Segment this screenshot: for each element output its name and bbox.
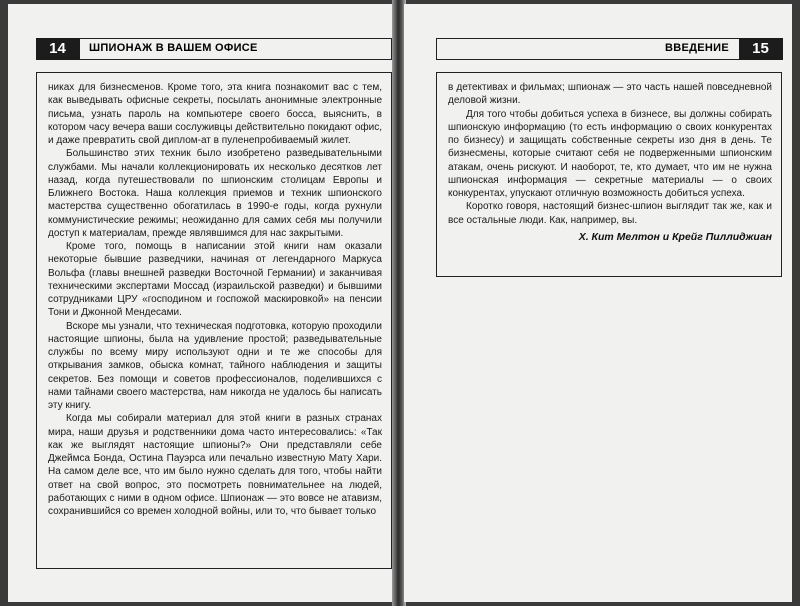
paragraph: Когда мы собирали материал для этой книги в разных странах мира, наши друзья и родственники дома часто интересовались: «Так как же выглядят настоящие шпионы?» Они представляли себе Джеймса Бонда, Остина Пауэрса или печально известную Мату Хари. На самом деле все, что им было нужно сделать для того, чтобы найти ответ на свой вопрос, это посмотреть повнимательнее на людей, работающих с ними в одном офисе. Шпионаж — это вовсе не атавизм, сохранившийся со времен холодной войны, или то, что бывает только xyxy=(48,413,382,517)
paragraph: Для того чтобы добиться успеха в бизнесе, вы должны собирать шпионскую информацию (то есть информацию о своих конкурентах по бизнесу) и защищать собственные секреты изо дня в день. Те бизнесмены, которые считают себя не подверженными шпионским атакам, очень рискуют. И наоборот, те, кто думает, что им не нужна шпионская информация — секретные материалы — о своих конкурентах, упускают отличную возможность добиться успеха. xyxy=(448,108,772,199)
paragraph: Коротко говоря, настоящий бизнес-шпион выглядит так же, как и все остальные люди. Как, например, вы. xyxy=(448,201,772,226)
text-frame-left xyxy=(36,72,392,569)
paragraph: в детективах и фильмах; шпионаж — это часть нашей повседневной деловой жизни. xyxy=(448,82,772,107)
running-header-left xyxy=(36,38,392,60)
running-title: ШПИОНАЖ В ВАШЕМ ОФИСЕ xyxy=(89,42,258,54)
text-frame-right xyxy=(436,72,782,277)
paragraph: никах для бизнесменов. Кроме того, эта книга познакомит вас с тем, как выведывать офисные секреты, посылать анонимные электронные письма, узнать пароль на компьютере своего босса, выяснить, в котором часу вечера ваши сослуживцы действительно покидают офис, и даже превратить свой диплом-ат в пуленепробиваемый жилет. xyxy=(48,82,382,146)
paragraph: Кроме того, помощь в написании этой книги нам оказали некоторые бывшие разведчики, начиная от легендарного Маркуса Вольфа (главы внешней разведки Восточной Германии) и заканчивая техническими экспертами Моссад (израильской разведки) и бывшими сотрудниками ЦРУ «господином и госпожой маскировкой» на пенсии Тони и Джонной Мендесами. xyxy=(48,241,382,319)
left-page xyxy=(8,4,396,602)
author-signature: Х. Кит Мелтон и Крейг Пиллиджиан xyxy=(578,230,772,243)
paragraph: Большинство этих техник было изобретено разведывательными службами. Мы начали коллекционировать их несколько десятков лет назад, когда путешествовали по шпионским столицам Европы и Ближнего Востока. Наша коллекция приемов и техник шпионского мастерства существенно обогатилась в 1990-е годы, когда рухнули коммунистические режимы; неожиданно для самих себя мы получили доступ к материалам, прежде являвшимся для нас закрытыми. xyxy=(48,148,382,239)
page-number: 15 xyxy=(739,38,783,60)
running-title: ВВЕДЕНИЕ xyxy=(665,42,729,54)
right-page xyxy=(404,4,792,602)
page-number: 14 xyxy=(36,38,80,60)
paragraph: Вскоре мы узнали, что техническая подготовка, которую проходили настоящие шпионы, была на удивление простой; разведывательные службы по всему миру используют одни и те же способы для открывания замков, обыска комнат, тайного наблюдения и защиты секретов. Без помощи и советов профессионалов, поделившихся с нами тайнами своего мастерства, нам никогда не удалось бы написать эту книгу. xyxy=(48,320,382,411)
running-header-right xyxy=(436,38,782,60)
